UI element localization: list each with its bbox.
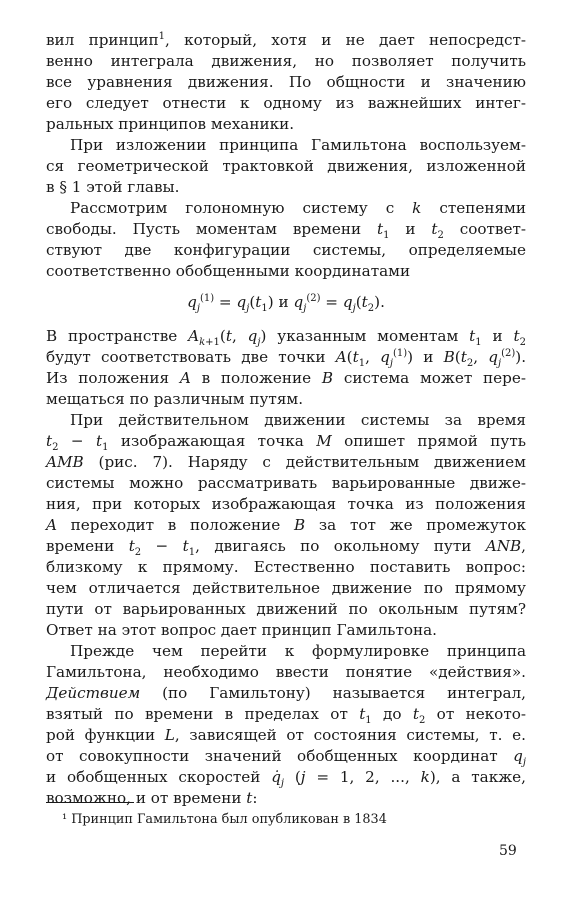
footnote-rule: [46, 802, 134, 803]
text-line: $t_2 - t_1$ изображающая точка M опишет прямой путь: [46, 432, 527, 454]
text-line: мещаться по различным путям.: [46, 390, 304, 408]
text-line: Ответ на этот вопрос дает принцип Гамильтона.: [46, 621, 437, 639]
text-line: AMB (рис. 7). Наряду с действительным движением: [46, 453, 526, 471]
text-line: ния, при которых изображающая точка из положения: [46, 495, 526, 513]
text-line: венно интеграла движения, но позволяет получить: [46, 52, 526, 70]
text-line: будут соответствовать две точки $A(t_1$, $q_j^{(1)}$) и $B(t_2$, $q_j^{(2)}$).: [46, 347, 527, 370]
text-line: его следует отнести к одному из важнейших интег-: [46, 94, 526, 112]
text-line: A переходит в положение B за тот же промежуток: [46, 516, 526, 534]
page-number: 59: [499, 843, 517, 859]
text-line: вил принцип$^1$, который, хотя и не дает непосредст-: [46, 30, 526, 49]
text-line: Рассмотрим голономную систему с k степенями: [70, 199, 526, 217]
text-line: все уравнения движения. По общности и значению: [46, 73, 526, 91]
display-formula: $q_j^{(1)} = q_j(t_1)$ и $q_j^{(2)} = q_j(t_2)$.: [187, 292, 385, 315]
text-line: и обобщенных скоростей $q̇_j$ (j = 1, 2, ..., k), а также,: [46, 768, 526, 790]
text-line: времени $t_2 - t_1$, двигаясь по окольному пути ANB,: [46, 537, 526, 559]
text-line: Гамильтона, необходимо ввести понятие «действия».: [46, 663, 526, 681]
text-line: возможно, и от времени t:: [46, 789, 258, 807]
text-line: ся геометрической трактовкой движения, изложенной: [46, 157, 526, 175]
text-line: взятый по времени в пределах от $t_1$ до $t_2$ от некото-: [46, 705, 526, 727]
text-line: При изложении принципа Гамильтона воспользуем-: [70, 136, 526, 154]
text-line: При действительном движении системы за время: [70, 411, 526, 429]
text-line: в § 1 этой главы.: [46, 178, 180, 196]
text-line: Действием (по Гамильтону) называется интеграл,: [46, 684, 526, 702]
text-line: близкому к прямому. Естественно поставить вопрос:: [46, 558, 526, 576]
text-line: ствуют две конфигурации системы, определяемые: [46, 241, 526, 259]
text-line: системы можно рассматривать варьированные движе-: [46, 474, 526, 492]
footnote: ¹ Принцип Гамильтона был опубликован в 1834: [62, 812, 387, 827]
text-line: соответственно обобщенными координатами: [46, 262, 411, 280]
text-line: пути от варьированных движений по окольным путям?: [46, 600, 526, 618]
text-line: Прежде чем перейти к формулировке принципа: [70, 642, 526, 660]
text-line: чем отличается действительное движение по прямому: [46, 579, 526, 597]
text-line: В пространстве $A_{k+1}(t$, $q_j$) указанным моментам $t_1$ и $t_2$: [46, 327, 527, 349]
text-line: рой функции L, зависящей от состояния системы, т. е.: [46, 726, 527, 744]
text-line: ральных принципов механики.: [46, 115, 295, 133]
text-line: свободы. Пусть моментам времени $t_1$ и $t_2$ соответ-: [46, 220, 526, 242]
text-line: Из положения A в положение B система может пере-: [46, 369, 526, 387]
text-line: от совокупности значений обобщенных координат $q_j$: [46, 747, 526, 769]
